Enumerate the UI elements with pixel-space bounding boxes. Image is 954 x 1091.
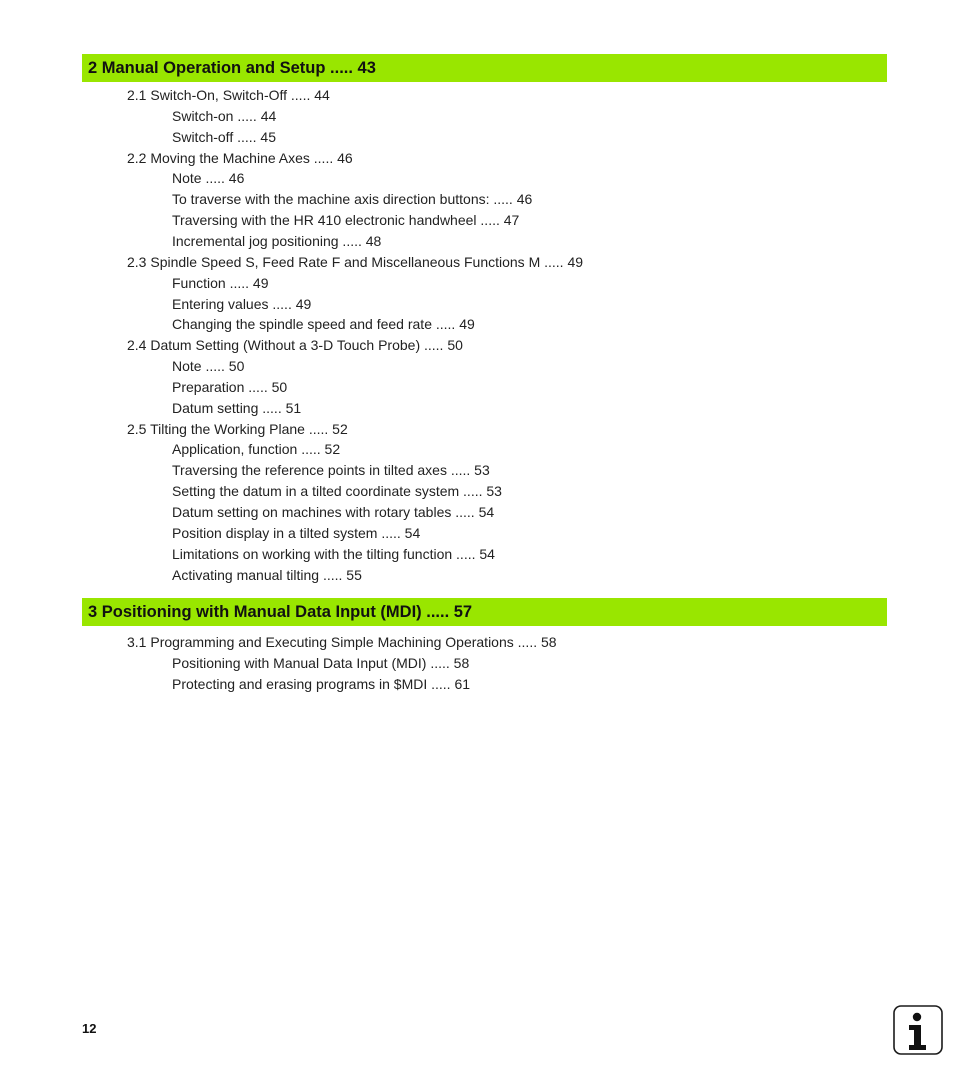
info-icon [893, 1005, 943, 1055]
toc-section: 2.5 Tilting the Working Plane ..... 52 [127, 421, 348, 437]
toc-subsection: Setting the datum in a tilted coordinate system ..... 53 [172, 483, 502, 499]
chapter-2-title: 2 Manual Operation and Setup ..... 43 [88, 58, 376, 77]
toc-section: 3.1 Programming and Executing Simple Machining Operations ..... 58 [127, 634, 557, 650]
toc-subsection: Incremental jog positioning ..... 48 [172, 233, 382, 249]
toc-subsection: Note ..... 46 [172, 170, 245, 186]
toc-subsection: Limitations on working with the tilting function ..... 54 [172, 546, 495, 562]
toc-section: 2.3 Spindle Speed S, Feed Rate F and Miscellaneous Functions M ..... 49 [127, 254, 584, 270]
toc-subsection: Position display in a tilted system ..... 54 [172, 525, 421, 541]
toc-subsection: Activating manual tilting ..... 55 [172, 567, 362, 583]
toc-subsection: Changing the spindle speed and feed rate ..... 49 [172, 316, 475, 332]
toc-subsection: Note ..... 50 [172, 358, 245, 374]
toc-subsection: Switch-off ..... 45 [172, 129, 277, 145]
toc-subsection: Datum setting ..... 51 [172, 400, 302, 416]
toc-subsection: Positioning with Manual Data Input (MDI) ..... 58 [172, 655, 470, 671]
toc-subsection: To traverse with the machine axis direction buttons: ..... 46 [172, 191, 533, 207]
toc-subsection: Switch-on ..... 44 [172, 108, 277, 124]
toc-section: 2.4 Datum Setting (Without a 3-D Touch Probe) ..... 50 [127, 337, 463, 353]
toc-subsection: Datum setting on machines with rotary tables ..... 54 [172, 504, 495, 520]
chapter-2-header [82, 54, 887, 82]
toc-subsection: Traversing the reference points in tilted axes ..... 53 [172, 462, 490, 478]
toc-section: 2.2 Moving the Machine Axes ..... 46 [127, 150, 353, 166]
page-number: 12 [82, 1021, 97, 1036]
chapter-3-title: 3 Positioning with Manual Data Input (MDI) ..... 57 [88, 602, 473, 621]
toc-subsection: Function ..... 49 [172, 275, 269, 291]
toc-section: 2.1 Switch-On, Switch-Off ..... 44 [127, 87, 330, 103]
toc-subsection: Application, function ..... 52 [172, 441, 341, 457]
toc-subsection: Protecting and erasing programs in $MDI ..... 61 [172, 676, 471, 692]
toc-subsection: Entering values ..... 49 [172, 296, 312, 312]
toc-subsection: Traversing with the HR 410 electronic handwheel ..... 47 [172, 212, 520, 228]
chapter-3-header [82, 598, 887, 626]
toc-subsection: Preparation ..... 50 [172, 379, 288, 395]
